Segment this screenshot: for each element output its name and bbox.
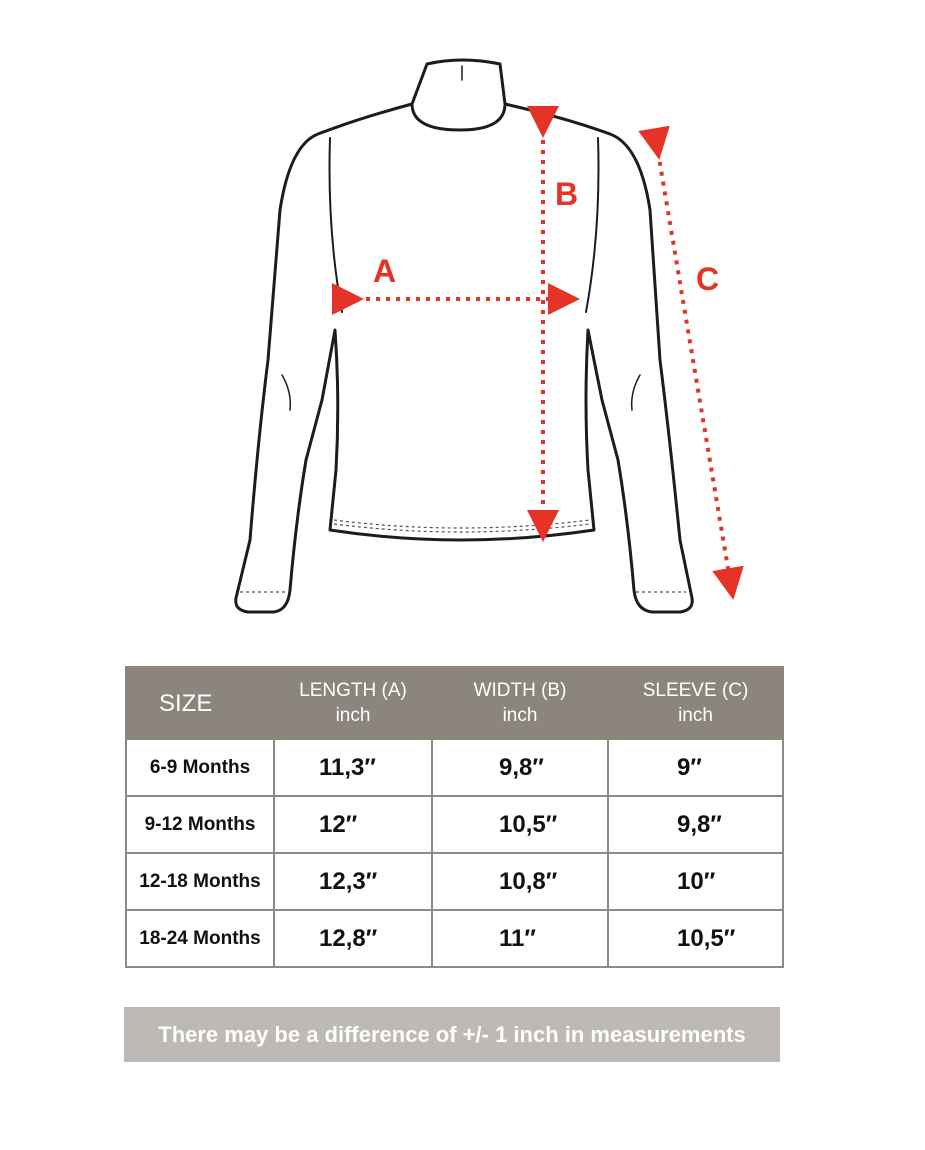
header-length-label: LENGTH (A) [299, 680, 407, 701]
header-sleeve-unit: inch [678, 705, 713, 726]
table-row [126, 739, 783, 796]
header-row [126, 667, 783, 739]
garment-outline [236, 60, 693, 612]
size-cell: 6-9 Months [126, 739, 274, 796]
header-size [126, 667, 274, 739]
left-elbow-crease [282, 375, 290, 410]
header-width [432, 667, 608, 739]
hem-stitch-1 [334, 520, 590, 528]
label-b: B [555, 176, 579, 212]
sleeve-cell: 10″ [608, 853, 783, 910]
table-row [126, 853, 783, 910]
stitching [240, 520, 686, 592]
size-cell: 12-18 Months [126, 853, 274, 910]
header-width-unit: inch [502, 705, 538, 726]
width-cell: 11″ [432, 910, 608, 967]
table-body [126, 739, 783, 967]
length-cell: 12,8″ [274, 910, 432, 967]
sleeve-cell: 10,5″ [608, 910, 783, 967]
length-cell: 12,3″ [274, 853, 432, 910]
width-cell: 10,8″ [432, 853, 608, 910]
body-outline [236, 104, 693, 612]
length-cell: 12″ [274, 796, 432, 853]
header-sleeve-label: SLEEVE (C) [642, 680, 749, 701]
table-row [126, 796, 783, 853]
header-sleeve [608, 667, 783, 739]
sleeve-arrow-c [658, 152, 732, 592]
label-a: A [373, 253, 397, 289]
table-row [126, 910, 783, 967]
length-cell: 11,3″ [274, 739, 432, 796]
header-width-label: WIDTH (B) [473, 680, 567, 701]
sleeve-cell: 9″ [608, 739, 783, 796]
sleeve-cell: 9,8″ [608, 796, 783, 853]
left-armhole-seam [330, 138, 343, 312]
collar-outline [412, 60, 505, 130]
header-length-unit: inch [335, 705, 371, 726]
header-length [274, 667, 432, 739]
right-elbow-crease [632, 375, 640, 410]
table-header [126, 667, 783, 739]
width-cell: 10,5″ [432, 796, 608, 853]
width-cell: 9,8″ [432, 739, 608, 796]
size-cell: 18-24 Months [126, 910, 274, 967]
size-cell: 9-12 Months [126, 796, 274, 853]
size-chart-table [125, 666, 784, 968]
measurements [356, 130, 732, 592]
measurement-disclaimer: There may be a difference of +/- 1 inch in measurements [124, 1007, 780, 1062]
header-size-label: SIZE [159, 689, 213, 717]
right-armhole-seam [586, 138, 599, 312]
label-c: C [696, 261, 720, 297]
